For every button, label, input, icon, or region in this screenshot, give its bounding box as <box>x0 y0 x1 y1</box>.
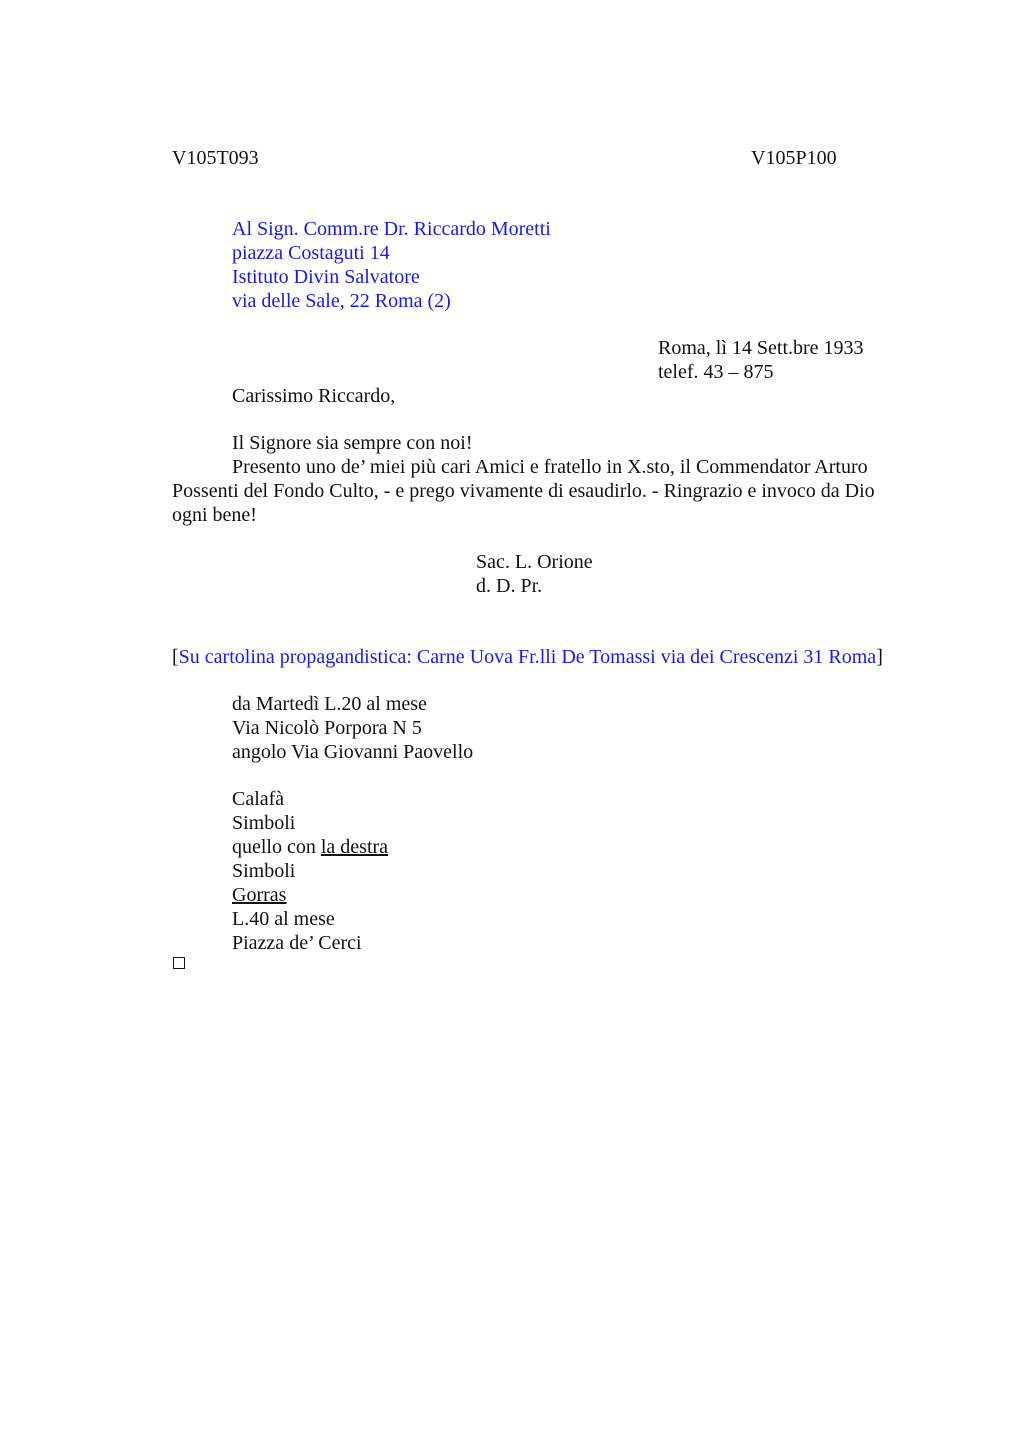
signature-name: Sac. L. Orione <box>476 551 593 573</box>
note-close-bracket: ] <box>876 646 883 668</box>
note-open-bracket: [ <box>172 646 179 668</box>
notes-block-2 <box>232 787 388 955</box>
notes-block-1 <box>232 692 473 764</box>
note-text: Su cartolina propagandistica: Carne Uova Fr.lli De Tomassi via dei Crescenzi 31 Roma <box>178 646 877 668</box>
signature-block <box>476 550 593 598</box>
note-line-quello <box>232 835 388 859</box>
la-destra-underlined: la destra <box>320 836 389 858</box>
phone-number: telef. 43 – 875 <box>658 361 774 383</box>
address-block <box>232 217 551 313</box>
signature-title: d. D. Pr. <box>476 575 543 597</box>
dateline <box>658 336 864 384</box>
body-line-2: Presento uno de’ miei più cari Amici e fratello in X.sto, il Commendator Arturo <box>232 456 868 478</box>
body-line-1: Il Signore sia sempre con noi! <box>232 432 473 454</box>
note-line-piazza: Piazza de’ Cerci <box>232 932 362 954</box>
empty-box-icon <box>173 957 185 969</box>
body-line-4: ogni bene! <box>172 504 257 526</box>
address-line: piazza Costaguti 14 <box>232 242 390 264</box>
place-date: Roma, lì 14 Sett.bre 1933 <box>658 337 864 359</box>
salutation: Carissimo Riccardo, <box>232 385 396 407</box>
note-line-calafa: Calafà <box>232 788 285 810</box>
address-line: via delle Sale, 22 Roma (2) <box>232 290 451 312</box>
gorras-underlined: Gorras <box>232 884 287 906</box>
body-line-3: Possenti del Fondo Culto, - e prego vivamente di esaudirlo. - Ringrazio e invoco da Dio <box>172 480 875 502</box>
note-line-gorras <box>232 883 388 907</box>
note-line-price: L.40 al mese <box>232 908 335 930</box>
note-line: angolo Via Giovanni Paovello <box>232 741 474 763</box>
address-line: Al Sign. Comm.re Dr. Riccardo Moretti <box>232 218 551 240</box>
note-line: da Martedì L.20 al mese <box>232 693 427 715</box>
note-line: Via Nicolò Porpora N 5 <box>232 717 422 739</box>
address-line: Istituto Divin Salvatore <box>232 266 420 288</box>
document-code-left: V105T093 <box>172 147 259 169</box>
note-line-simboli: Simboli <box>232 860 296 882</box>
document-code-right: V105P100 <box>751 147 837 169</box>
editorial-note <box>172 645 883 669</box>
note-line-simboli: Simboli <box>232 812 296 834</box>
quello-prefix: quello con <box>232 836 321 858</box>
